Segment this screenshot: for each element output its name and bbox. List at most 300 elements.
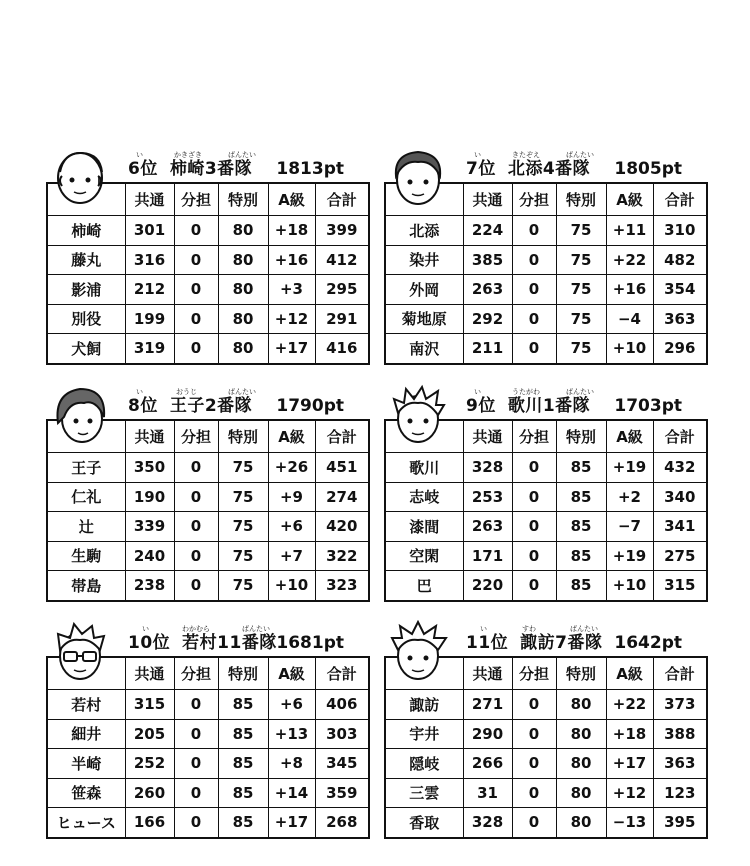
cell-share: 0 [174,334,218,364]
header-special: 特別 [556,183,606,216]
cell-special: 85 [218,778,268,808]
ruby-squad: かきざき [174,151,202,159]
table-row [47,808,369,838]
cell-a-class: +19 [606,541,653,571]
points-label: 1703pt [614,396,682,416]
member-name: 空閑 [385,541,463,571]
points-label: 1642pt [614,633,682,653]
squad-panel-7 [384,148,706,365]
cell-a-class: +7 [268,541,315,571]
cell-special: 85 [218,690,268,720]
cell-special: 85 [556,541,606,571]
cell-share: 0 [512,453,556,483]
cell-special: 75 [556,216,606,246]
cell-a-class: +12 [268,304,315,334]
cell-common: 339 [125,512,174,542]
cell-share: 0 [512,512,556,542]
header-common: 共通 [463,657,512,690]
table-row [385,334,707,364]
member-name: 柿崎 [47,216,125,246]
cell-total: 373 [653,690,707,720]
panel-title [128,391,252,416]
cell-a-class: +3 [268,275,315,305]
captain-portrait-icon [50,383,112,451]
cell-total: 432 [653,453,707,483]
cell-special: 85 [556,571,606,601]
cell-common: 260 [125,778,174,808]
member-name: 諏訪 [385,690,463,720]
cell-special: 75 [218,512,268,542]
header-special: 特別 [556,420,606,453]
points-label: 1813pt [276,159,344,179]
cell-share: 0 [174,482,218,512]
cell-total: 310 [653,216,707,246]
cell-total: 406 [315,690,369,720]
table-row [47,690,369,720]
table-row [385,482,707,512]
panel-title [466,154,590,179]
cell-common: 328 [463,808,512,838]
cell-a-class: +6 [268,690,315,720]
member-name: 影浦 [47,275,125,305]
header-share: 分担 [512,420,556,453]
cell-common: 31 [463,778,512,808]
cell-total: 323 [315,571,369,601]
member-name: 菊地原 [385,304,463,334]
cell-total: 363 [653,304,707,334]
cell-a-class: −7 [606,512,653,542]
cell-common: 263 [463,512,512,542]
member-name: 帯島 [47,571,125,601]
cell-total: 412 [315,245,369,275]
cell-special: 85 [218,749,268,779]
cell-total: 295 [315,275,369,305]
cell-share: 0 [174,690,218,720]
rank-label: 7位 [466,159,496,179]
cell-a-class: +18 [606,719,653,749]
table-row [47,216,369,246]
cell-special: 80 [218,245,268,275]
cell-common: 205 [125,719,174,749]
cell-a-class: +13 [268,719,315,749]
header-common: 共通 [125,420,174,453]
member-name: 三雲 [385,778,463,808]
cell-share: 0 [174,304,218,334]
cell-common: 290 [463,719,512,749]
squad-label: 王子2番隊 [169,396,253,416]
ruby-squad-suffix: ばんたい [228,388,256,396]
member-name: 半崎 [47,749,125,779]
table-row [385,275,707,305]
table-row [385,304,707,334]
cell-share: 0 [512,808,556,838]
cell-common: 271 [463,690,512,720]
cell-special: 80 [218,304,268,334]
header-a-class: A級 [268,657,315,690]
cell-a-class: +17 [268,334,315,364]
panel-header [46,622,368,656]
cell-a-class: +19 [606,453,653,483]
cell-special: 75 [556,275,606,305]
cell-common: 292 [463,304,512,334]
cell-common: 171 [463,541,512,571]
member-name: 外岡 [385,275,463,305]
squad-label: 北添4番隊 [507,159,591,179]
cell-total: 322 [315,541,369,571]
header-special: 特別 [556,657,606,690]
rank-label: 10位 [128,633,171,653]
cell-total: 388 [653,719,707,749]
cell-a-class: −13 [606,808,653,838]
ruby-squad: すわ [522,625,536,633]
cell-special: 80 [556,778,606,808]
cell-total: 303 [315,719,369,749]
header-total: 合計 [315,657,369,690]
points-label: 1790pt [276,396,344,416]
member-name: 南沢 [385,334,463,364]
cell-a-class: +17 [606,749,653,779]
cell-common: 315 [125,690,174,720]
cell-share: 0 [512,778,556,808]
cell-common: 266 [463,749,512,779]
cell-special: 75 [556,245,606,275]
cell-total: 268 [315,808,369,838]
cell-total: 315 [653,571,707,601]
cell-share: 0 [512,749,556,779]
panel-header [384,622,706,656]
cell-total: 296 [653,334,707,364]
table-row [47,571,369,601]
ruby-rank: い [474,388,481,396]
cell-total: 359 [315,778,369,808]
squad-label: 諏訪7番隊 [520,633,603,653]
cell-special: 80 [556,719,606,749]
table-row [385,719,707,749]
panel-header [46,385,368,419]
table-row [385,245,707,275]
cell-total: 395 [653,808,707,838]
cell-special: 75 [218,571,268,601]
member-name: 犬飼 [47,334,125,364]
ruby-squad-suffix: ばんたい [566,151,594,159]
cell-special: 75 [218,541,268,571]
cell-a-class: +11 [606,216,653,246]
cell-a-class: +26 [268,453,315,483]
cell-total: 345 [315,749,369,779]
cell-special: 75 [556,304,606,334]
cell-share: 0 [512,334,556,364]
table-row [385,541,707,571]
table-row [47,275,369,305]
squad-panel-9 [384,385,706,602]
cell-total: 123 [653,778,707,808]
member-name: 王子 [47,453,125,483]
cell-common: 199 [125,304,174,334]
header-share: 分担 [174,420,218,453]
cell-special: 85 [556,512,606,542]
panel-header [384,148,706,182]
header-common: 共通 [463,420,512,453]
cell-common: 350 [125,453,174,483]
squad-panel-11 [384,622,706,839]
cell-special: 80 [556,690,606,720]
cell-common: 263 [463,275,512,305]
cell-special: 75 [556,334,606,364]
table-row [385,778,707,808]
panel-header [46,148,368,182]
cell-special: 80 [218,334,268,364]
table-row [385,690,707,720]
squad-label: 若村11番隊 [182,633,277,653]
cell-share: 0 [512,719,556,749]
table-row [47,482,369,512]
cell-total: 420 [315,512,369,542]
cell-a-class: +18 [268,216,315,246]
cell-share: 0 [512,304,556,334]
header-common: 共通 [125,183,174,216]
cell-a-class: +16 [268,245,315,275]
header-special: 特別 [218,420,268,453]
cell-share: 0 [174,512,218,542]
cell-common: 238 [125,571,174,601]
cell-share: 0 [512,482,556,512]
ruby-rank: い [474,151,481,159]
ruby-squad: うたがわ [512,388,540,396]
table-row [385,749,707,779]
member-name: 生駒 [47,541,125,571]
ruby-rank: い [136,388,143,396]
cell-a-class: +8 [268,749,315,779]
member-name: 辻 [47,512,125,542]
cell-special: 85 [556,453,606,483]
member-name: 志岐 [385,482,463,512]
points-label: 1681pt [276,633,344,653]
cell-share: 0 [512,216,556,246]
cell-share: 0 [512,541,556,571]
cell-a-class: +17 [268,808,315,838]
cell-share: 0 [174,245,218,275]
cell-a-class: +10 [268,571,315,601]
table-row [385,571,707,601]
captain-portrait-icon [388,383,450,451]
rank-label: 8位 [128,396,158,416]
cell-common: 252 [125,749,174,779]
cell-a-class: −4 [606,304,653,334]
points-label: 1805pt [614,159,682,179]
header-total: 合計 [315,183,369,216]
cell-a-class: +10 [606,571,653,601]
ruby-squad-suffix: ばんたい [570,625,598,633]
table-row [47,719,369,749]
cell-common: 166 [125,808,174,838]
ruby-squad: おうじ [176,388,197,396]
member-name: 別役 [47,304,125,334]
table-row [385,453,707,483]
squad-label: 歌川1番隊 [507,396,591,416]
header-share: 分担 [512,183,556,216]
header-a-class: A級 [606,657,653,690]
member-name: 笹森 [47,778,125,808]
table-row [47,453,369,483]
cell-share: 0 [174,453,218,483]
cell-a-class: +12 [606,778,653,808]
cell-a-class: +2 [606,482,653,512]
header-share: 分担 [512,657,556,690]
cell-common: 319 [125,334,174,364]
header-a-class: A級 [606,183,653,216]
header-total: 合計 [653,657,707,690]
cell-total: 274 [315,482,369,512]
cell-total: 451 [315,453,369,483]
header-common: 共通 [125,657,174,690]
cell-total: 275 [653,541,707,571]
header-common: 共通 [463,183,512,216]
cell-total: 416 [315,334,369,364]
rank-label: 11位 [466,633,509,653]
cell-a-class: +16 [606,275,653,305]
cell-common: 328 [463,453,512,483]
cell-share: 0 [512,690,556,720]
member-name: 若村 [47,690,125,720]
panel-header [384,385,706,419]
cell-total: 399 [315,216,369,246]
member-name: 巴 [385,571,463,601]
cell-share: 0 [512,275,556,305]
cell-special: 75 [218,453,268,483]
table-row [385,216,707,246]
member-name: 藤丸 [47,245,125,275]
member-name: 仁礼 [47,482,125,512]
cell-share: 0 [174,571,218,601]
cell-share: 0 [174,275,218,305]
header-special: 特別 [218,657,268,690]
cell-share: 0 [512,571,556,601]
cell-special: 85 [218,719,268,749]
panel-title [128,628,277,653]
header-a-class: A級 [268,183,315,216]
header-share: 分担 [174,183,218,216]
cell-a-class: +10 [606,334,653,364]
cell-a-class: +9 [268,482,315,512]
member-name: 隠岐 [385,749,463,779]
cell-a-class: +22 [606,690,653,720]
header-total: 合計 [315,420,369,453]
table-row [47,245,369,275]
table-row [47,749,369,779]
header-total: 合計 [653,420,707,453]
cell-special: 80 [556,808,606,838]
cell-common: 212 [125,275,174,305]
cell-share: 0 [512,245,556,275]
rank-label: 9位 [466,396,496,416]
header-total: 合計 [653,183,707,216]
member-name: 漆間 [385,512,463,542]
cell-special: 85 [556,482,606,512]
cell-common: 385 [463,245,512,275]
squad-panel-8 [46,385,368,602]
header-a-class: A級 [606,420,653,453]
cell-common: 220 [463,571,512,601]
cell-special: 80 [218,216,268,246]
captain-portrait-icon [50,146,112,214]
captain-portrait-icon [50,620,112,688]
panel-title [128,154,252,179]
ruby-squad: わかむら [182,625,210,633]
cell-common: 190 [125,482,174,512]
table-row [47,541,369,571]
cell-share: 0 [174,778,218,808]
cell-total: 341 [653,512,707,542]
member-name: 細井 [47,719,125,749]
cell-total: 363 [653,749,707,779]
cell-a-class: +14 [268,778,315,808]
table-row [385,808,707,838]
ruby-squad-suffix: ばんたい [242,625,270,633]
cell-a-class: +6 [268,512,315,542]
ruby-squad-suffix: ばんたい [566,388,594,396]
cell-total: 354 [653,275,707,305]
cell-a-class: +22 [606,245,653,275]
member-name: 宇井 [385,719,463,749]
cell-special: 80 [556,749,606,779]
squad-label: 柿崎3番隊 [169,159,253,179]
ruby-rank: い [480,625,487,633]
cell-special: 85 [218,808,268,838]
table-row [47,512,369,542]
cell-special: 80 [218,275,268,305]
table-row [385,512,707,542]
captain-portrait-icon [388,146,450,214]
member-name: 北添 [385,216,463,246]
cell-common: 240 [125,541,174,571]
member-name: 染井 [385,245,463,275]
cell-common: 316 [125,245,174,275]
panel-title [466,628,603,653]
table-row [47,778,369,808]
header-share: 分担 [174,657,218,690]
cell-total: 291 [315,304,369,334]
ruby-squad: きたぞえ [512,151,540,159]
captain-portrait-icon [388,620,450,688]
table-row [47,334,369,364]
cell-common: 301 [125,216,174,246]
cell-share: 0 [174,808,218,838]
member-name: 香取 [385,808,463,838]
cell-common: 224 [463,216,512,246]
cell-share: 0 [174,749,218,779]
rank-label: 6位 [128,159,158,179]
cell-share: 0 [174,541,218,571]
header-special: 特別 [218,183,268,216]
cell-common: 211 [463,334,512,364]
ruby-rank: い [136,151,143,159]
cell-total: 482 [653,245,707,275]
cell-special: 75 [218,482,268,512]
ruby-rank: い [142,625,149,633]
panel-title [466,391,590,416]
header-a-class: A級 [268,420,315,453]
squad-panel-10 [46,622,368,839]
squad-panel-6 [46,148,368,365]
member-name: 歌川 [385,453,463,483]
cell-total: 340 [653,482,707,512]
member-name: ヒュース [47,808,125,838]
cell-share: 0 [174,719,218,749]
cell-share: 0 [174,216,218,246]
cell-common: 253 [463,482,512,512]
table-row [47,304,369,334]
ruby-squad-suffix: ばんたい [228,151,256,159]
